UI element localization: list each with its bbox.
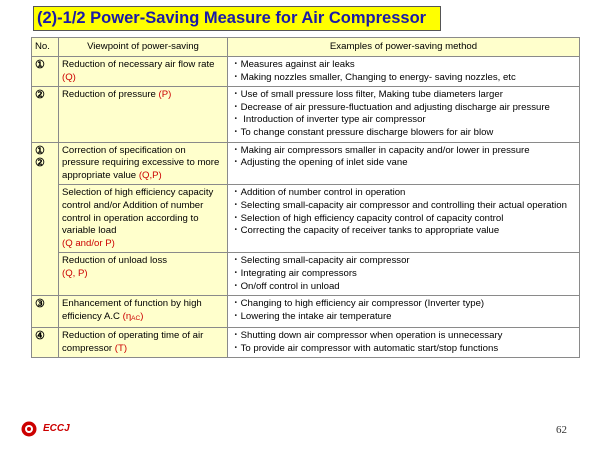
row-number <box>32 142 59 296</box>
table-row <box>32 185 580 253</box>
examples-cell <box>228 185 580 253</box>
table-row <box>32 328 580 358</box>
example-item: ・Changing to high efficiency air compressor (Inverter type) <box>231 298 485 310</box>
row-number: ④ <box>32 328 59 358</box>
row-number-1: ① <box>35 144 45 157</box>
row-number: ③ <box>32 296 59 328</box>
header-examples: Examples of power-saving method <box>228 38 580 57</box>
logo-text: ECCJ <box>43 423 70 434</box>
example-item: ・Lowering the intake air temperature <box>231 310 392 322</box>
viewpoint-param: (P) <box>158 89 172 101</box>
power-saving-table <box>31 37 580 358</box>
example-item: ・Making air compressors smaller in capacity and/or lower in pressure <box>231 144 530 156</box>
viewpoint-cell <box>59 142 228 185</box>
table-row <box>32 253 580 296</box>
table-row <box>32 142 580 185</box>
examples-cell <box>228 328 580 358</box>
example-item: ・ Introduction of inverter type air compressor <box>231 114 426 126</box>
example-item: ・Decrease of air pressure-fluctuation and adjusting discharge air pressure <box>231 101 550 113</box>
examples-cell <box>228 253 580 296</box>
examples-cell <box>228 142 580 185</box>
example-item: ・On/off control in unload <box>231 280 340 292</box>
param-subscript: AC <box>131 314 141 322</box>
table-row <box>32 296 580 328</box>
viewpoint-text: Reduction of pressure <box>62 89 156 101</box>
viewpoint-text: Reduction of operating time of air compressor <box>62 330 204 354</box>
example-item: ・Selecting small-capacity air compressor <box>231 255 410 267</box>
example-item: ・Addition of number control in operation <box>231 187 406 199</box>
viewpoint-cell <box>59 296 228 328</box>
example-item: ・Correcting the capacity of receiver tanks to appropriate value <box>231 225 500 237</box>
viewpoint-text: Reduction of unload loss <box>62 255 168 267</box>
table-row <box>32 87 580 142</box>
viewpoint-text: Enhancement of function by high efficiency A.C <box>62 298 202 322</box>
viewpoint-param: (Q,P) <box>138 169 162 181</box>
examples-cell <box>228 296 580 328</box>
viewpoint-cell <box>59 57 228 87</box>
example-item: ・Shutting down air compressor when operation is unnecessary <box>231 330 503 342</box>
example-item: ・Selection of high efficiency capacity control of capacity control <box>231 212 504 224</box>
viewpoint-cell <box>59 253 228 296</box>
viewpoint-cell <box>59 328 228 358</box>
table-row <box>32 57 580 87</box>
viewpoint-param: (T) <box>114 342 128 354</box>
param-eta: (η <box>122 310 132 322</box>
row-number: ② <box>32 87 59 142</box>
param-close: ) <box>140 310 144 322</box>
examples-cell <box>228 87 580 142</box>
table-header-row <box>32 38 580 57</box>
viewpoint-param: (Q, P) <box>62 267 88 279</box>
viewpoint-text: Correction of specification on pressure requiring excessive to more appropriate value <box>62 144 220 181</box>
example-item: ・To change constant pressure discharge blowers for air blow <box>231 126 494 138</box>
viewpoint-param: (Q) <box>62 71 76 83</box>
example-item: ・To provide air compressor with automatic start/stop functions <box>231 342 499 354</box>
viewpoint-text: Selection of high efficiency capacity control and/or Addition of number control in operation according to variable load <box>62 187 214 237</box>
viewpoint-param: (Q and/or P) <box>62 237 115 249</box>
examples-cell <box>228 57 580 87</box>
example-item: ・Adjusting the opening of inlet side vane <box>231 157 408 169</box>
example-item: ・Measures against air leaks <box>231 59 355 70</box>
viewpoint-param <box>123 311 144 322</box>
row-number: ① <box>32 57 59 87</box>
viewpoint-text: Reduction of necessary air flow rate <box>62 59 215 70</box>
header-viewpoint: Viewpoint of power-saving <box>59 38 228 57</box>
viewpoint-cell <box>59 185 228 253</box>
viewpoint-cell <box>59 87 228 142</box>
example-item: ・Use of small pressure loss filter, Making tube diameters larger <box>231 89 503 101</box>
example-item: ・Selecting small-capacity air compressor and controlling their actual operation <box>231 199 567 211</box>
example-item: ・Integrating air compressors <box>231 267 357 279</box>
page-number: 62 <box>556 424 567 436</box>
header-no: No. <box>32 38 59 57</box>
example-item: ・Making nozzles smaller, Changing to energy- saving nozzles, etc <box>231 71 516 83</box>
row-number-2: ② <box>35 157 45 170</box>
page-title: (2)-1/2 Power-Saving Measure for Air Compressor <box>33 6 441 31</box>
